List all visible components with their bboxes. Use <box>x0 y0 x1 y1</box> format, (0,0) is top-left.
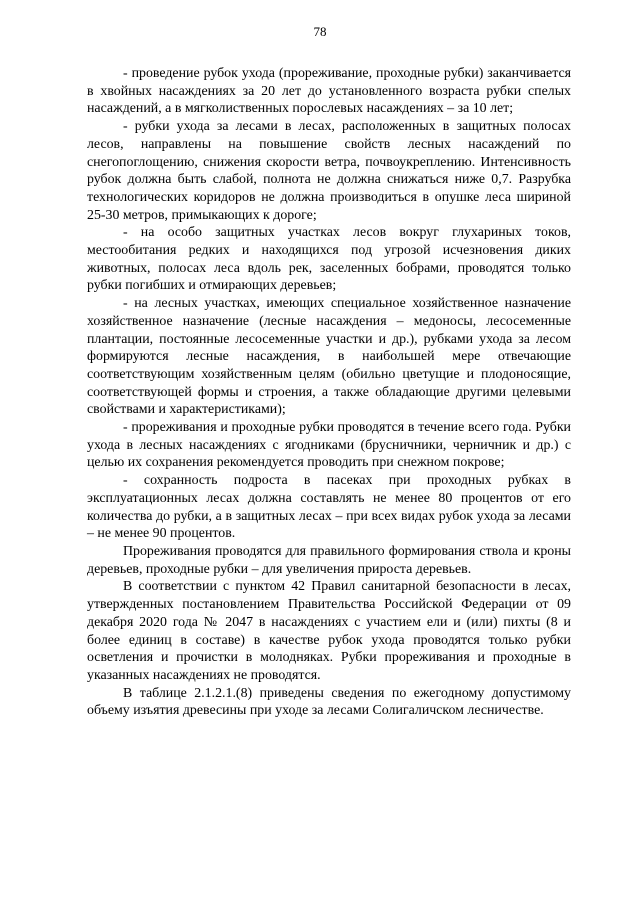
paragraph-table-reference: В таблице 2.1.2.1.(8) приведены сведения по ежегодному допустимому объему изъятия древесины при уходе за лесами Солигаличском лесничестве. <box>87 685 571 719</box>
body-text <box>87 65 571 720</box>
page-number: 78 <box>313 24 327 39</box>
paragraph-protective-strips: - рубки ухода за лесами в лесах, расположенных в защитных полосах лесов, направлены на повышение свойств лесных насаждений по снегопоглощению, снижения скорости ветра, почвоукреплению. Интенсивность рубок должна быть слабой, полнота не должна снижаться ниже 0,7. Разрубка технологических коридоров не должна производиться в опушке леса шириной 25-30 метров, примыкающих к дороге; <box>87 119 571 223</box>
paragraph-thinning-purpose: Прореживания проводятся для правильного формирования ствола и кроны деревьев, проходные рубки – для увеличения прироста деревьев. <box>87 543 571 577</box>
paragraph-special-protective-areas: - на особо защитных участках лесов вокруг глухариных токов, местообитания редких и находящихся под угрозой исчезновения диких животных, полосах леса вдоль рек, заселенных бобрами, проводятся только рубки погибших и отмирающих деревьев; <box>87 225 571 294</box>
paragraph-special-purpose-plots: - на лесных участках, имеющих специальное хозяйственное назначение хозяйственное назначение (лесные насаждения – медоносы, лесосеменные плантации, постоянные лесосеменные участки и др.), рубками ухода за лесом формируются лесные насаждения, в наибольшей мере отвечающие соответствующим хозяйственным целям (обильно цветущие и плодоносящие, соответствующей формы и строения, а также обладающие другими целевыми свойствами и характеристиками); <box>87 296 571 418</box>
paragraph-thinning-timing: - проведение рубок ухода (прореживание, проходные рубки) заканчивается в хвойных насаждениях за 20 лет до установленного возраста рубки спелых насаждений, а в мягколиственных порослевых насаждениях – за 10 лет; <box>87 66 571 117</box>
paragraph-sanitary-rules: В соответствии с пунктом 42 Правил санитарной безопасности в лесах, утвержденных постановлением Правительства Российской Федерации от 09 декабря 2020 года № 2047 в насаждениях с участием ели и (или) пихты (8 и более единиц в составе) в качестве рубок ухода проводятся только рубки осветления и прочистки в молодняках. Рубки прореживания и проходные в указанных насаждениях не проводятся. <box>87 579 571 683</box>
paragraph-year-round-thinning: - прореживания и проходные рубки проводятся в течение всего года. Рубки ухода в лесных насаждениях с ягодниками (брусничники, черничник и др.) с целью их сохранения рекомендуется проводить при снежном покрове; <box>87 420 571 471</box>
paragraph-undergrowth-preservation: - сохранность подроста в пасеках при проходных рубках в эксплуатационных лесах должна составлять не менее 80 процентов от его количества до рубки, а в защитных лесах – при всех видах рубок ухода за лесами – не менее 90 процентов. <box>87 473 571 542</box>
